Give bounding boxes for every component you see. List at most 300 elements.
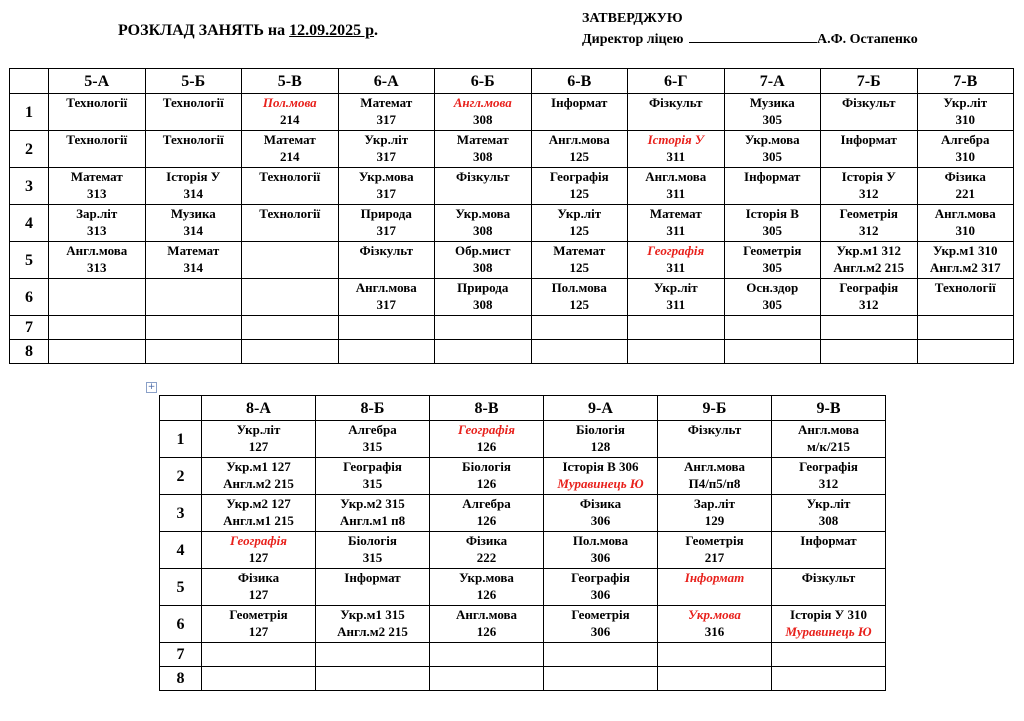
lesson-cell: [338, 279, 435, 316]
lesson-cell: [531, 168, 628, 205]
lesson-cell: [658, 421, 772, 458]
lesson-cell: [145, 168, 242, 205]
lesson-number: 2: [160, 458, 202, 495]
lesson-cell: [917, 205, 1014, 242]
lesson-cell: [724, 279, 821, 316]
subject-text: Англ.мова: [934, 206, 996, 221]
subject-text: Фізика: [579, 496, 622, 511]
subject-text: Укр.літ: [364, 132, 409, 147]
lesson-cell: [338, 205, 435, 242]
subject-text: Англ.мова: [797, 422, 860, 437]
subject-text: Історія У: [647, 132, 704, 147]
subject-text: Обр.мист: [454, 243, 511, 258]
lesson-cell: [658, 569, 772, 606]
subject-text: Біологія: [576, 422, 625, 437]
subject-text: Англ.мова: [645, 169, 707, 184]
room-text: 308: [473, 149, 493, 164]
room-text: 311: [666, 260, 686, 275]
room-text: 126: [476, 476, 497, 491]
lesson-cell: [531, 316, 628, 340]
approve-label: ЗАТВЕРДЖУЮ: [582, 11, 683, 26]
subject-text: Укр.м1 315: [340, 607, 405, 622]
lesson-cell: [772, 532, 886, 569]
lesson-cell: [145, 279, 242, 316]
subject-text: Географія: [571, 570, 630, 585]
lesson-row: [10, 279, 1014, 316]
lesson-cell: [658, 643, 772, 667]
lesson-cell: [772, 667, 886, 691]
lesson-cell: [430, 667, 544, 691]
subject-text: Укр.м2 127: [226, 496, 291, 511]
subject-text: Фізкульт: [648, 95, 703, 110]
lesson-cell: [435, 242, 532, 279]
subject-text: Укр.мова: [688, 607, 741, 622]
class-header: 8-А: [202, 396, 316, 421]
subject-text: Інформат: [684, 570, 745, 585]
lesson-number: 2: [10, 131, 49, 168]
subject-text: Зар.літ: [693, 496, 736, 511]
room-text: 305: [762, 297, 782, 312]
lesson-number: 4: [160, 532, 202, 569]
subject-text: Географія: [549, 169, 609, 184]
subject-text: Укр.м1 312: [836, 243, 902, 258]
subject-text: Музика: [749, 95, 795, 110]
header-row: [10, 69, 1014, 94]
subject-text: Геометрія: [743, 243, 802, 258]
lesson-cell: [658, 495, 772, 532]
lesson-cell: [724, 316, 821, 340]
room-text: 222: [476, 550, 497, 565]
subject-text: Алгебра: [941, 132, 990, 147]
subject-text: Математ: [553, 243, 606, 258]
lesson-cell: [145, 94, 242, 131]
lesson-cell: [724, 205, 821, 242]
lesson-cell: [202, 667, 316, 691]
corner-cell: [160, 396, 202, 421]
subject-text: Історія В 306: [562, 459, 639, 474]
lesson-cell: [49, 242, 146, 279]
lesson-cell: [531, 279, 628, 316]
room-text: 317: [376, 223, 396, 238]
lesson-cell: [145, 316, 242, 340]
room-text: 315: [362, 476, 383, 491]
lesson-cell: [544, 606, 658, 643]
subject-text: Пол.мова: [262, 95, 317, 110]
lesson-cell: [49, 94, 146, 131]
lesson-number: 1: [10, 94, 49, 131]
lesson-cell: [242, 340, 339, 364]
class-header: 6-Г: [628, 69, 725, 94]
lesson-cell: [724, 168, 821, 205]
room-text: 315: [362, 439, 383, 454]
class-header: 8-Б: [316, 396, 430, 421]
subject-text: Музика: [170, 206, 216, 221]
lesson-cell: [338, 340, 435, 364]
schedule-table-grades-8-9: [159, 395, 886, 691]
lesson-row: [10, 94, 1014, 131]
room-text: 317: [376, 149, 396, 164]
director-name: А.Ф. Остапенко: [816, 32, 918, 47]
room-text: 310: [955, 112, 975, 127]
lesson-cell: [628, 205, 725, 242]
empty-lesson-row: [10, 316, 1014, 340]
class-header: 7-Б: [821, 69, 918, 94]
lesson-cell: [544, 495, 658, 532]
lesson-cell: [544, 458, 658, 495]
lesson-cell: [658, 606, 772, 643]
lesson-cell: [821, 316, 918, 340]
class-header: 6-А: [338, 69, 435, 94]
subject-text: Технології: [934, 280, 996, 295]
lesson-cell: [338, 94, 435, 131]
room-text: 311: [666, 149, 686, 164]
subject-text: Природа: [457, 280, 509, 295]
room-text: 127: [248, 624, 269, 639]
lesson-cell: [821, 242, 918, 279]
corner-cell: [10, 69, 49, 94]
class-header: 9-Б: [658, 396, 772, 421]
lesson-cell: [628, 168, 725, 205]
title-text: РОЗКЛАД ЗАНЯТЬ на: [118, 22, 286, 39]
room-text: 312: [859, 186, 879, 201]
room-text: 305: [762, 112, 782, 127]
lesson-number: 7: [10, 316, 49, 340]
room-text: 214: [280, 149, 300, 164]
lesson-cell: [435, 279, 532, 316]
subject-text: Географія: [458, 422, 515, 437]
lesson-number: 3: [10, 168, 49, 205]
lesson-cell: [49, 316, 146, 340]
class-header: 5-В: [242, 69, 339, 94]
lesson-row: [160, 606, 886, 643]
subject-text: Технології: [66, 132, 128, 147]
lesson-cell: [202, 569, 316, 606]
lesson-cell: [316, 532, 430, 569]
lesson-cell: [917, 94, 1014, 131]
room-text: Англ.м2 317: [929, 260, 1001, 275]
room-text: 311: [666, 297, 686, 312]
lesson-cell: [821, 94, 918, 131]
lesson-cell: [544, 532, 658, 569]
subject-text: Англ.мова: [455, 607, 518, 622]
lesson-cell: [202, 458, 316, 495]
lesson-cell: [49, 340, 146, 364]
room-text: 127: [248, 587, 269, 602]
lesson-cell: [338, 131, 435, 168]
subject-text: Пол.мова: [572, 533, 629, 548]
director-line: [582, 29, 918, 50]
lesson-cell: [242, 242, 339, 279]
empty-lesson-row: [10, 340, 1014, 364]
room-text: 308: [473, 112, 493, 127]
subject-text: Технології: [259, 169, 321, 184]
lesson-row: [10, 131, 1014, 168]
lesson-cell: [430, 569, 544, 606]
room-text: 305: [762, 260, 782, 275]
subject-text: Фізкульт: [801, 570, 856, 585]
lesson-cell: [435, 316, 532, 340]
signature-line: [689, 30, 817, 43]
subject-text: Технології: [259, 206, 321, 221]
lesson-cell: [724, 340, 821, 364]
room-text: 308: [818, 513, 839, 528]
subject-text: Укр.мова: [459, 570, 514, 585]
room-text: 311: [666, 186, 686, 201]
room-text: 314: [183, 223, 203, 238]
table-move-handle-icon[interactable]: +: [147, 382, 156, 392]
lesson-cell: [242, 131, 339, 168]
schedule-title: [118, 22, 378, 40]
room-text: 306: [590, 587, 611, 602]
lesson-cell: [145, 131, 242, 168]
subject-text: Математ: [70, 169, 123, 184]
subject-text: Англ.мова: [683, 459, 746, 474]
room-text: 308: [473, 260, 493, 275]
room-text: Англ.м2 215: [223, 476, 294, 491]
subject-text: Фізкульт: [841, 95, 896, 110]
lesson-cell: [917, 168, 1014, 205]
room-text: 129: [704, 513, 725, 528]
room-text: 126: [476, 624, 497, 639]
lesson-cell: [338, 242, 435, 279]
subject-text: Математ: [649, 206, 702, 221]
subject-text: Укр.м1 310: [932, 243, 998, 258]
room-text: П4/п5/п8: [688, 476, 741, 491]
subject-text: Фізика: [237, 570, 280, 585]
room-text: 125: [569, 297, 589, 312]
subject-text: Геометрія: [685, 533, 744, 548]
subject-text: Фізика: [465, 533, 508, 548]
subject-text: Англ.мова: [66, 243, 128, 258]
subject-text: Математ: [456, 132, 509, 147]
lesson-cell: [316, 458, 430, 495]
subject-text: Математ: [360, 95, 413, 110]
lesson-cell: [430, 532, 544, 569]
lesson-cell: [772, 495, 886, 532]
lesson-cell: [628, 94, 725, 131]
lesson-cell: [338, 168, 435, 205]
lesson-cell: [49, 279, 146, 316]
lesson-cell: [821, 131, 918, 168]
lesson-cell: [544, 643, 658, 667]
room-text: 126: [476, 439, 497, 454]
lesson-cell: [49, 205, 146, 242]
lesson-cell: [531, 205, 628, 242]
subject-text: Інформат: [840, 132, 897, 147]
subject-text: Укр.мова: [744, 132, 800, 147]
lesson-row: [160, 495, 886, 532]
lesson-cell: [430, 643, 544, 667]
room-text: 317: [376, 297, 396, 312]
subject-text: Інформат: [344, 570, 401, 585]
class-header: 8-В: [430, 396, 544, 421]
subject-text: Укр.м2 315: [340, 496, 405, 511]
lesson-cell: [430, 458, 544, 495]
subject-text: Природа: [360, 206, 412, 221]
subject-text: Географія: [343, 459, 402, 474]
lesson-cell: [338, 316, 435, 340]
subject-text: Біологія: [348, 533, 397, 548]
lesson-cell: [49, 131, 146, 168]
lesson-cell: [724, 242, 821, 279]
lesson-cell: [917, 340, 1014, 364]
lesson-cell: [628, 242, 725, 279]
lesson-cell: [772, 569, 886, 606]
lesson-cell: [145, 205, 242, 242]
lesson-row: [160, 421, 886, 458]
subject-text: Історія В: [745, 206, 799, 221]
class-header: 6-В: [531, 69, 628, 94]
lesson-cell: [145, 340, 242, 364]
empty-lesson-row: [160, 643, 886, 667]
room-text: Муравинець Ю: [785, 624, 872, 639]
lesson-number: 6: [160, 606, 202, 643]
subject-text: Укр.літ: [236, 422, 281, 437]
header-row: [160, 396, 886, 421]
subject-text: Укр.літ: [806, 496, 851, 511]
subject-text: Англ.мова: [453, 95, 512, 110]
subject-text: Історія У: [166, 169, 221, 184]
lesson-cell: [724, 94, 821, 131]
class-header: 7-А: [724, 69, 821, 94]
lesson-cell: [917, 316, 1014, 340]
room-text: 126: [476, 587, 497, 602]
lesson-cell: [316, 495, 430, 532]
lesson-row: [10, 242, 1014, 279]
lesson-cell: [531, 340, 628, 364]
lesson-cell: [917, 242, 1014, 279]
subject-text: Географія: [230, 533, 287, 548]
lesson-number: 6: [10, 279, 49, 316]
lesson-cell: [430, 421, 544, 458]
lesson-cell: [531, 94, 628, 131]
room-text: 217: [704, 550, 725, 565]
room-text: м/к/215: [806, 439, 851, 454]
lesson-cell: [821, 168, 918, 205]
room-text: 317: [376, 186, 396, 201]
room-text: 128: [590, 439, 611, 454]
lesson-cell: [316, 643, 430, 667]
room-text: 312: [818, 476, 839, 491]
room-text: 127: [248, 439, 269, 454]
lesson-cell: [658, 458, 772, 495]
lesson-cell: [772, 458, 886, 495]
date-suffix: .: [374, 22, 379, 39]
room-text: 317: [376, 112, 396, 127]
room-text: 308: [473, 223, 493, 238]
subject-text: Математ: [263, 132, 316, 147]
room-text: 125: [569, 260, 589, 275]
lesson-number: 4: [10, 205, 49, 242]
lesson-cell: [202, 495, 316, 532]
lesson-cell: [628, 279, 725, 316]
class-header: 5-Б: [145, 69, 242, 94]
lesson-cell: [430, 606, 544, 643]
lesson-row: [10, 205, 1014, 242]
lesson-cell: [430, 495, 544, 532]
subject-text: Укр.мова: [455, 206, 511, 221]
room-text: 308: [473, 297, 493, 312]
subject-text: Технології: [66, 95, 128, 110]
lesson-cell: [544, 569, 658, 606]
approval-block: [582, 8, 918, 50]
lesson-cell: [242, 316, 339, 340]
lesson-cell: [917, 131, 1014, 168]
subject-text: Укр.м1 127: [226, 459, 291, 474]
room-text: 305: [762, 223, 782, 238]
room-text: 221: [955, 186, 975, 201]
lesson-cell: [202, 606, 316, 643]
subject-text: Інформат: [551, 95, 608, 110]
subject-text: Інформат: [744, 169, 801, 184]
subject-text: Математ: [167, 243, 220, 258]
lesson-cell: [316, 421, 430, 458]
class-header: 6-Б: [435, 69, 532, 94]
lesson-cell: [435, 205, 532, 242]
room-text: 125: [569, 149, 589, 164]
subject-text: Історія У 310: [790, 607, 867, 622]
room-text: 312: [859, 297, 879, 312]
subject-text: Укр.літ: [943, 95, 988, 110]
room-text: 310: [955, 149, 975, 164]
class-header: 7-В: [917, 69, 1014, 94]
room-text: 306: [590, 513, 611, 528]
subject-text: Географія: [799, 459, 858, 474]
empty-lesson-row: [160, 667, 886, 691]
subject-text: Зар.літ: [76, 206, 118, 221]
subject-text: Географія: [647, 243, 705, 258]
lesson-cell: [544, 421, 658, 458]
lesson-number: 7: [160, 643, 202, 667]
lesson-cell: [917, 279, 1014, 316]
lesson-cell: [202, 532, 316, 569]
room-text: 306: [590, 624, 611, 639]
lesson-cell: [435, 94, 532, 131]
lesson-cell: [242, 168, 339, 205]
room-text: 125: [569, 223, 589, 238]
lesson-cell: [821, 279, 918, 316]
room-text: Англ.м2 215: [833, 260, 905, 275]
subject-text: Осн.здор: [746, 280, 799, 295]
room-text: 125: [569, 186, 589, 201]
room-text: 306: [590, 550, 611, 565]
lesson-cell: [242, 94, 339, 131]
lesson-cell: [628, 131, 725, 168]
lesson-number: 3: [160, 495, 202, 532]
lesson-cell: [531, 131, 628, 168]
lesson-row: [160, 458, 886, 495]
room-text: 312: [859, 223, 879, 238]
lesson-cell: [242, 205, 339, 242]
room-text: 127: [248, 550, 269, 565]
lesson-cell: [821, 205, 918, 242]
subject-text: Алгебра: [462, 496, 511, 511]
subject-text: Укр.літ: [557, 206, 602, 221]
lesson-cell: [658, 667, 772, 691]
lesson-number: 8: [10, 340, 49, 364]
subject-text: Геометрія: [839, 206, 898, 221]
lesson-cell: [435, 168, 532, 205]
room-text: 313: [87, 186, 107, 201]
lesson-cell: [544, 667, 658, 691]
subject-text: Фізкульт: [455, 169, 510, 184]
subject-text: Англ.мова: [548, 132, 610, 147]
class-header: 5-А: [49, 69, 146, 94]
lesson-cell: [242, 279, 339, 316]
subject-text: Алгебра: [348, 422, 397, 437]
lesson-cell: [49, 168, 146, 205]
room-text: 311: [666, 223, 686, 238]
